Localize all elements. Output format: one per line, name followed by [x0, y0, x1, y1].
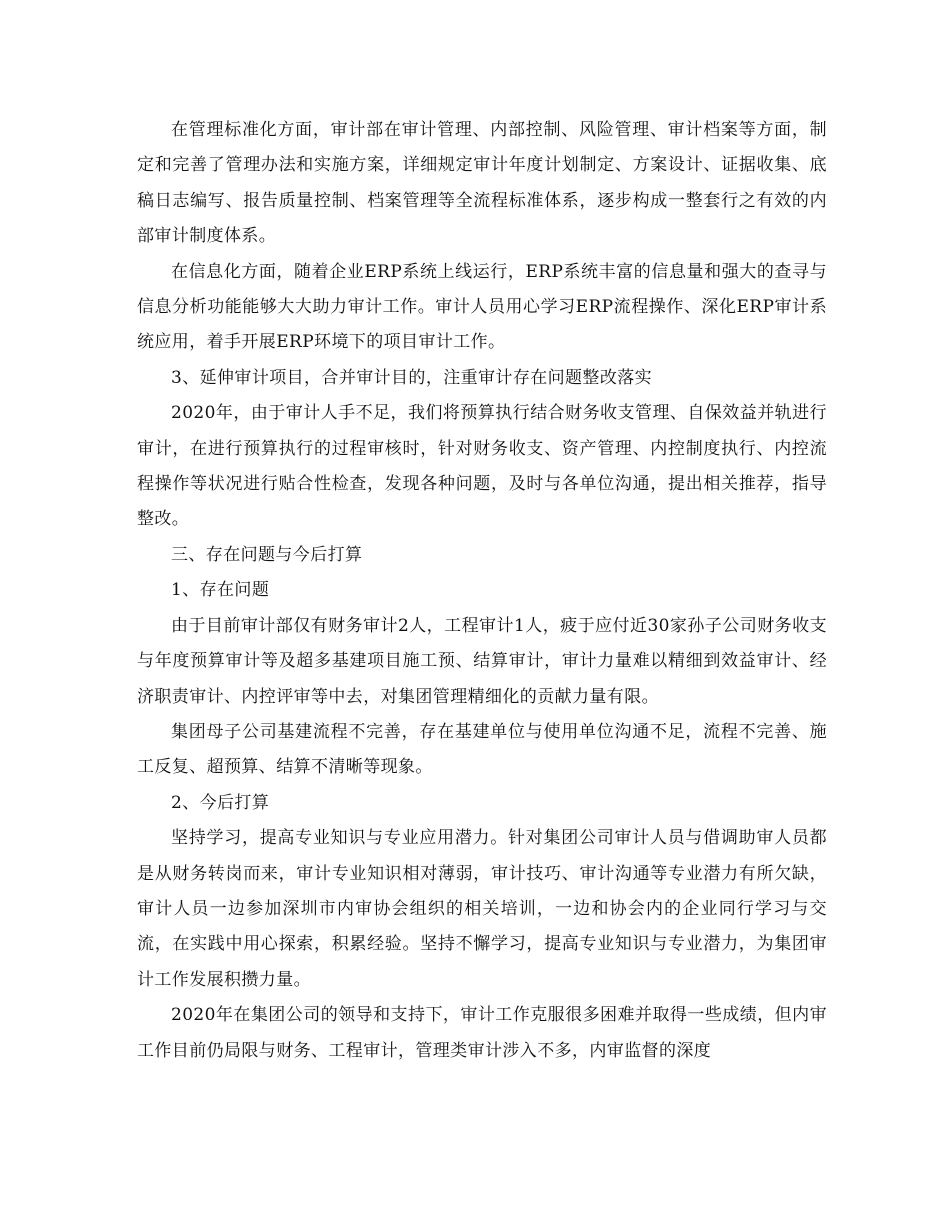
document-page	[137, 113, 827, 1069]
paragraph-2020-audit: 2020年，由于审计人手不足，我们将预算执行结合财务收支管理、自保效益并轨进行审计，在进行预算执行的过程审核时，针对财务收支、资产管理、内控制度执行、内控流程操作等状况进行贴合性检查，发现各种问题，及时与各单位沟通，提出相关推荐，指导整改。	[137, 403, 827, 530]
paragraph-informatization: 在信息化方面，随着企业ERP系统上线运行，ERP系统丰富的信息量和强大的查寻与信息分析功能能够大大助力审计工作。审计人员用心学习ERP流程操作、深化ERP审计系统应用，着手开展ERP环境下的项目审计工作。	[137, 261, 827, 353]
heading-extend-audit-projects: 3、延伸审计项目，合并审计目的，注重审计存在问题整改落实	[171, 367, 653, 388]
paragraph-2020-summary: 2020年在集团公司的领导和支持下，审计工作克服很多困难并取得一些成绩，但内审工作目前仍局限与财务、工程审计，管理类审计涉入不多，内审监督的深度	[137, 1005, 827, 1061]
paragraph-standardization: 在管理标准化方面，审计部在审计管理、内部控制、风险管理、审计档案等方面，制定和完善了管理办法和实施方案，详细规定审计年度计划制定、方案设计、证据收集、底稿日志编写、报告质量控制、档案管理等全流程标准体系，逐步构成一整套行之有效的内部审计制度体系。	[137, 120, 827, 247]
heading-problems-and-plans: 三、存在问题与今后打算	[171, 544, 363, 565]
heading-future-plans: 2、今后打算	[171, 792, 270, 813]
paragraph-construction-process-problem: 集团母子公司基建流程不完善，存在基建单位与使用单位沟通不足，流程不完善、施工反复、超预算、结算不清晰等现象。	[137, 721, 827, 778]
paragraph-continuous-learning: 坚持学习，提高专业知识与专业应用潜力。针对集团公司审计人员与借调助审人员都是从财务转岗而来，审计专业知识相对薄弱，审计技巧、审计沟通等专业潜力有所欠缺，审计人员一边参加深圳市内审协会组织的相关培训，一边和协会内的企业同行学习与交流，在实践中用心探索，积累经验。坚持不懈学习，提高专业知识与专业潜力，为集团审计工作发展积攒力量。	[137, 828, 827, 990]
paragraph-staffing-problem: 由于目前审计部仅有财务审计2人，工程审计1人，疲于应付近30家孙子公司财务收支与年度预算审计等及超多基建项目施工预、结算审计，审计力量难以精细到效益审计、经济职责审计、内控评审等中去，对集团管理精细化的贡献力量有限。	[137, 615, 827, 707]
heading-existing-problems: 1、存在问题	[171, 580, 270, 601]
